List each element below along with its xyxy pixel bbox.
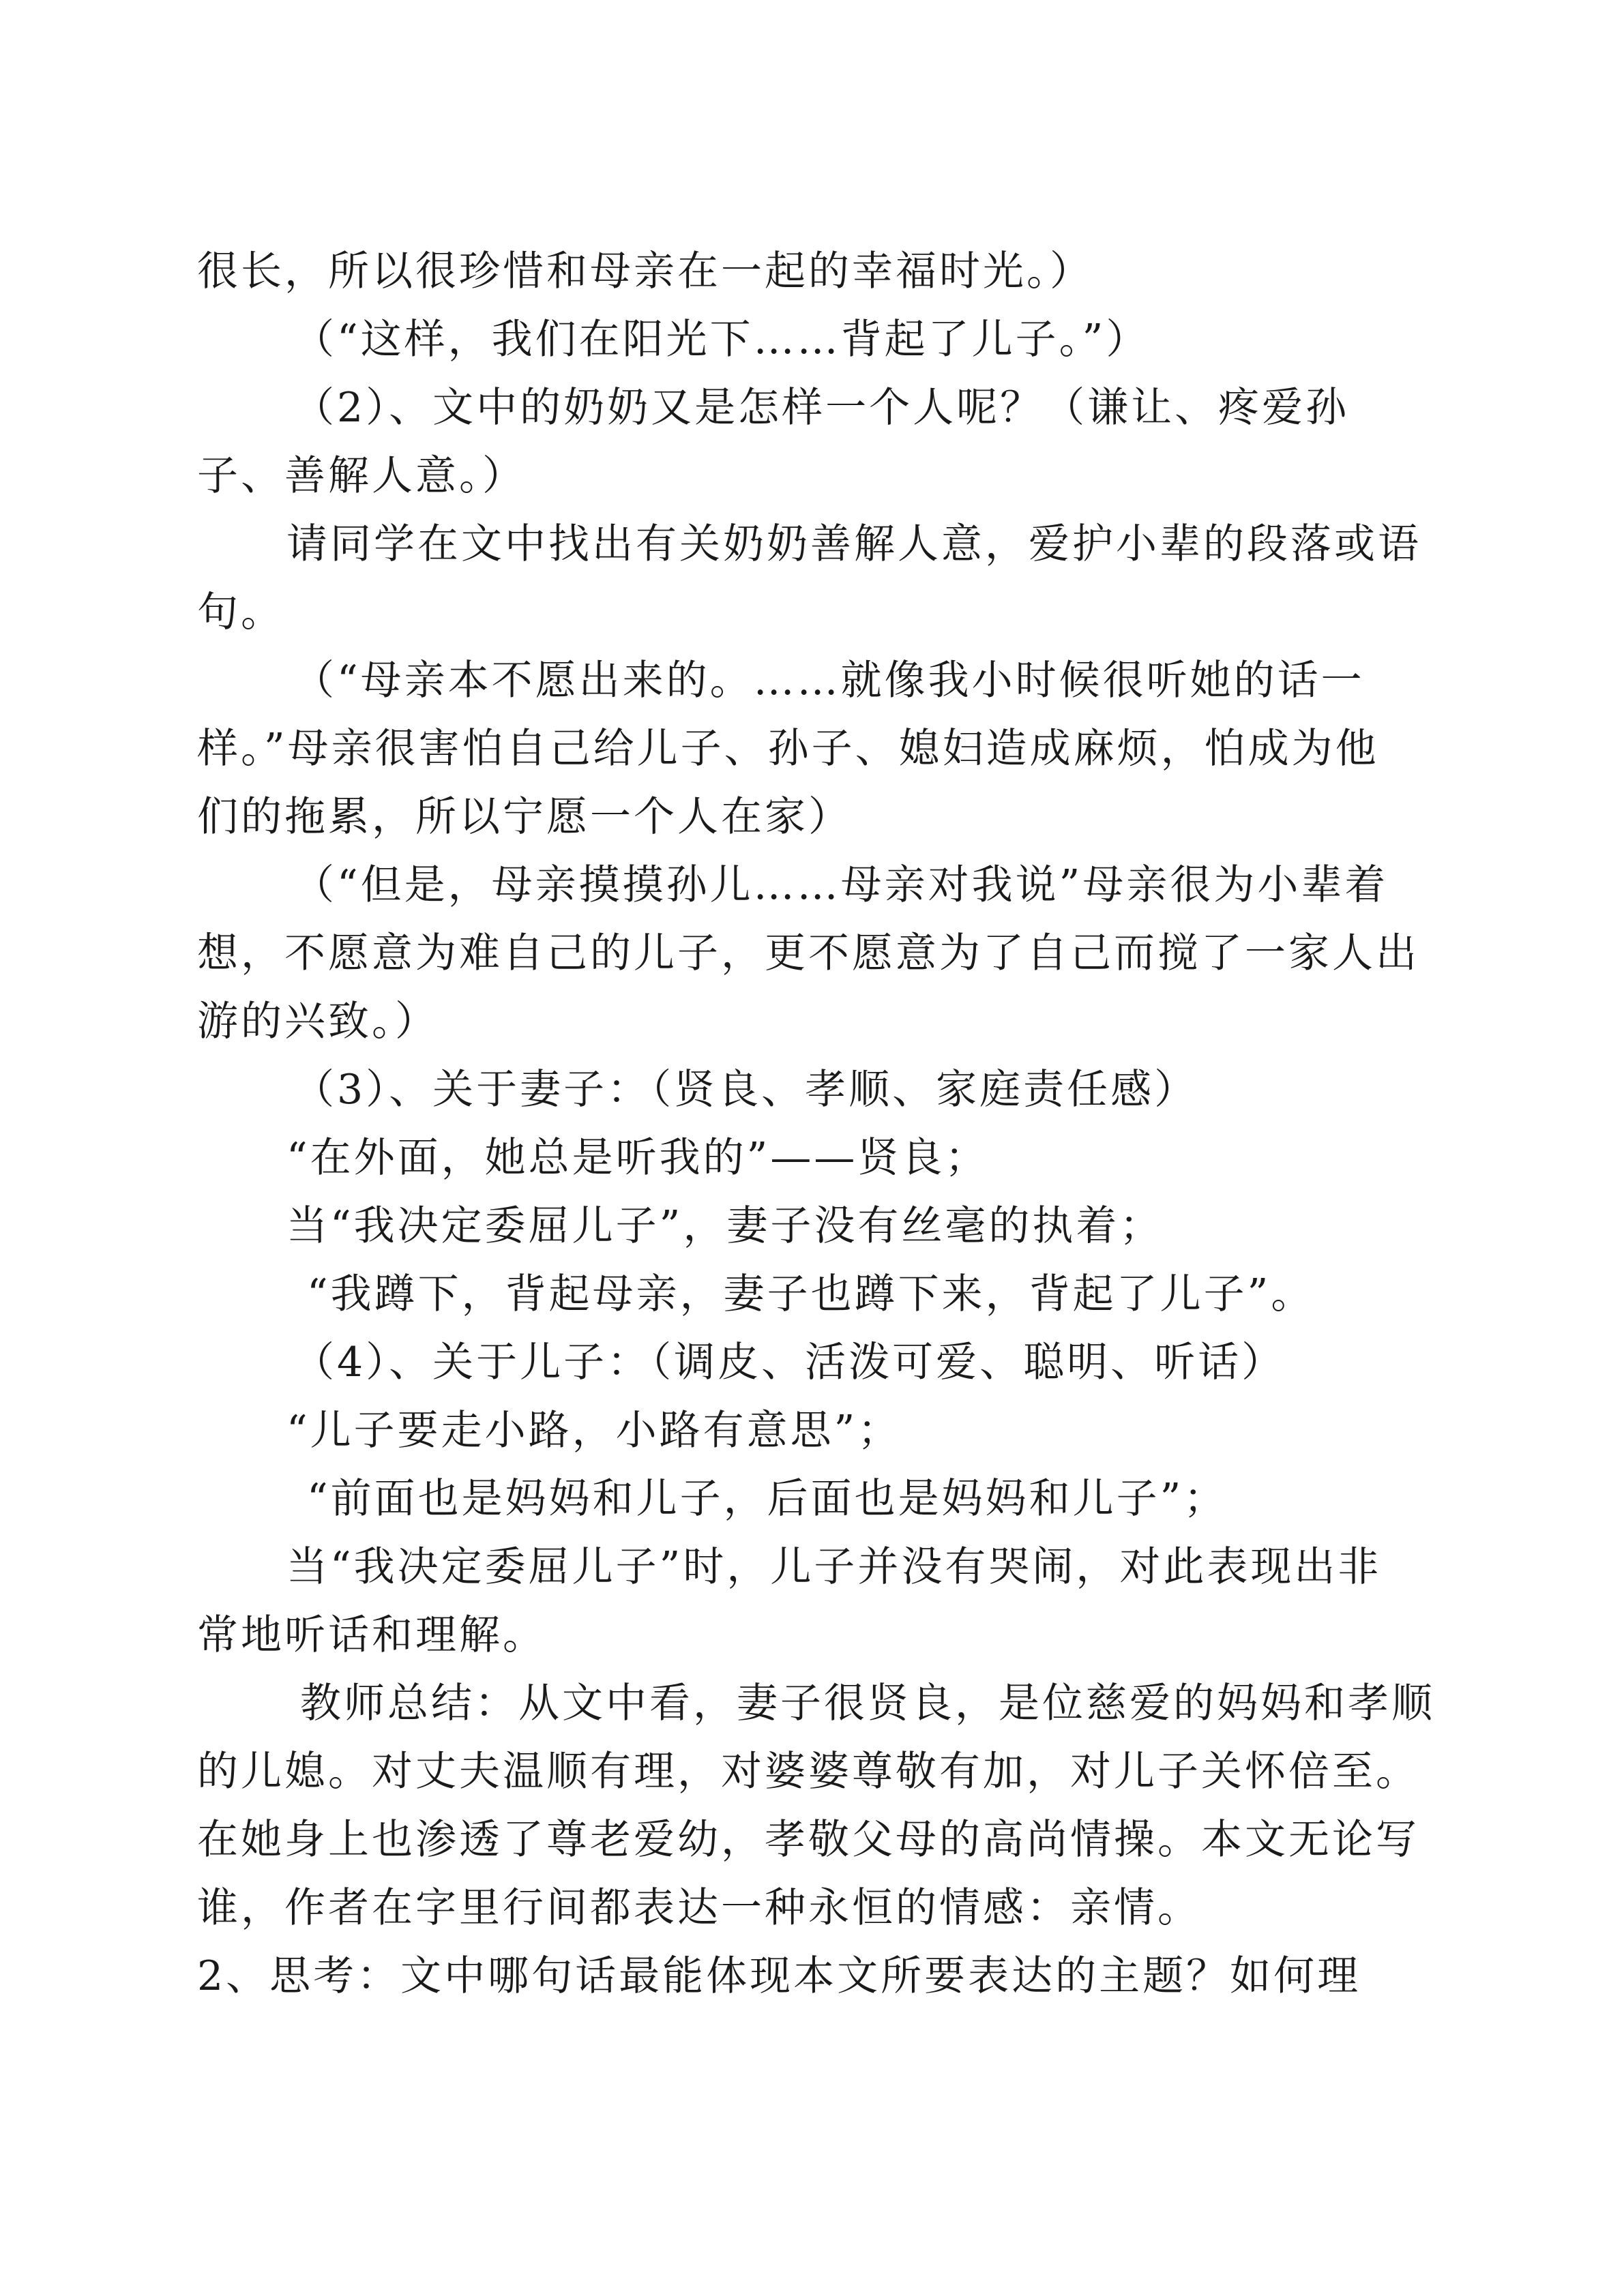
text-line: 请同学在文中找出有关奶奶善解人意，爱护小辈的段落或语	[286, 520, 1421, 568]
text-line: （“这样，我们在阳光下……背起了儿子。”）	[293, 316, 1150, 363]
text-line: （3）、关于妻子：（贤良、孝顺、家庭责任感）	[293, 1066, 1198, 1114]
text-line: 子、善解人意。）	[197, 452, 526, 500]
text-line: 2、思考：文中哪句话最能体现本文所要表达的主题？如何理	[197, 1952, 1361, 2000]
text-line: “在外面，她总是听我的”——贤良；	[286, 1134, 989, 1182]
text-line: （4）、关于儿子：（调皮、活泼可爱、聪明、听话）	[293, 1339, 1286, 1386]
text-line: 当“我决定委屈儿子”时，儿子并没有哭闹，对此表现出非	[286, 1543, 1382, 1591]
text-line: 常地听话和理解。	[197, 1611, 546, 1659]
text-line: （2）、文中的奶奶又是怎样一个人呢？（谦让、疼爱孙	[293, 384, 1350, 432]
text-line: 游的兴致。）	[197, 998, 439, 1045]
text-line: “我蹲下，背起母亲，妻子也蹲下来，背起了儿子”。	[307, 1270, 1315, 1318]
text-line: （“母亲本不愿出来的。……就像我小时候很听她的话一	[293, 657, 1365, 704]
text-line: “儿子要走小路，小路有意思”；	[286, 1407, 902, 1455]
text-line: “前面也是妈妈和儿子，后面也是妈妈和儿子”；	[307, 1475, 1228, 1523]
text-line: 们的拖累，所以宁愿一个人在家）	[197, 793, 852, 841]
text-line: （“但是，母亲摸摸孙儿……母亲对我说”母亲很为小辈着	[293, 861, 1389, 909]
text-line: 想，不愿意为难自己的儿子，更不愿意为了自己而搅了一家人出	[197, 929, 1419, 977]
text-line: 谁，作者在字里行间都表达一种永恒的情感：亲情。	[197, 1884, 1201, 1932]
text-line: 的儿媳。对丈夫温顺有理，对婆婆尊敬有加，对儿子关怀倍至。	[197, 1748, 1419, 1795]
text-line: 样。”母亲很害怕自己给儿子、孙子、媳妇造成麻烦，怕成为他	[197, 725, 1379, 773]
text-line: 教师总结：从文中看，妻子很贤良，是位慈爱的妈妈和孝顺	[300, 1680, 1435, 1727]
text-line: 在她身上也渗透了尊老爱幼，孝敬父母的高尚情操。本文无论写	[197, 1816, 1419, 1864]
text-line: 很长，所以很珍惜和母亲在一起的幸福时光。）	[197, 248, 1093, 295]
text-line: 当“我决定委屈儿子”，妻子没有丝毫的执着；	[286, 1202, 1164, 1250]
text-line: 句。	[197, 588, 284, 636]
